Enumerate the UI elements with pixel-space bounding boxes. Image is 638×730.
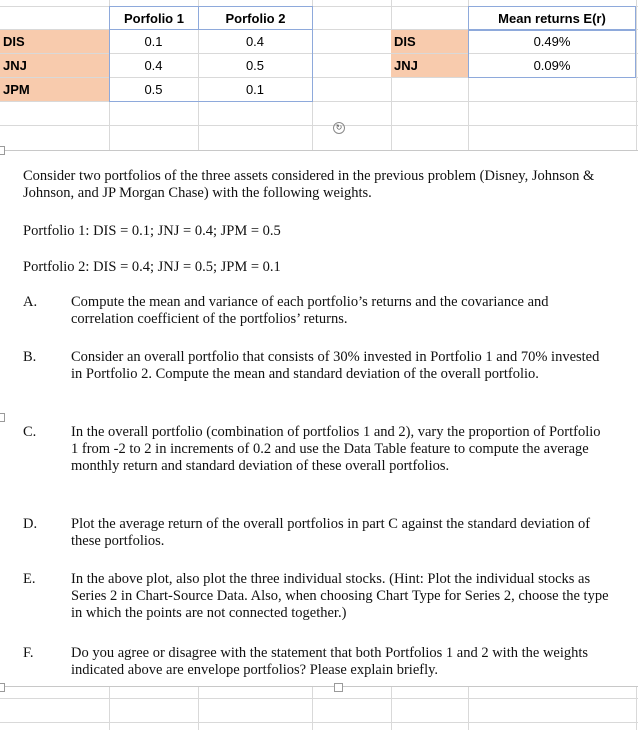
dis-portfolio-1-cell[interactable]: 0.1 (144, 34, 163, 49)
jpm-portfolio-1-cell[interactable]: 0.5 (144, 82, 163, 97)
question-text: In the above plot, also plot the three individual stocks. (Hint: Plot the individual stocks as Series 2 in Chart-Source Data. Also, when choosing Chart Type for Series 2, choose the type in which the points are not connected together.) (71, 571, 609, 621)
portfolio-2-header[interactable]: Porfolio 2 (198, 6, 313, 30)
grid-row-line (0, 101, 638, 102)
question-letter: E. (23, 571, 36, 587)
row-label-dis-mean[interactable]: DIS (391, 30, 468, 53)
question-letter: F. (23, 645, 34, 661)
question-text: Plot the average return of the overall portfolios in part C against the standard deviation of these portfolios. (71, 516, 591, 549)
portfolio-2-weights: Portfolio 2: DIS = 0.4; JNJ = 0.5; JPM = 0.1 (23, 259, 281, 275)
rotate-handle-icon[interactable]: ↻ (333, 122, 345, 134)
jnj-portfolio-2-cell[interactable]: 0.5 (245, 58, 265, 73)
row-label-jnj-mean[interactable]: JNJ (391, 54, 468, 77)
question-letter: D. (23, 516, 38, 532)
pasted-document-image[interactable] (0, 150, 638, 687)
resize-handle-middle-left[interactable] (0, 413, 5, 422)
question-text: Compute the mean and variance of each portfolio’s returns and the covariance and correlation coefficient of the portfolios’ returns. (71, 294, 549, 327)
row-label-jnj[interactable]: JNJ (0, 54, 109, 77)
question-text: Consider an overall portfolio that consists of 30% invested in Portfolio 1 and 70% invested in Portfolio 2. Compute the mean and standard deviation of the overall portfolio. (71, 349, 600, 382)
portfolio-1-header[interactable]: Porfolio 1 (109, 6, 199, 30)
intro-paragraph: Consider two portfolios of the three assets considered in the previous problem (Disney, Johnson & Johnson, and JP Morgan Chase) with the following weights. (23, 168, 595, 201)
grid-row-line (0, 698, 638, 699)
jpm-portfolio-2-cell[interactable]: 0.1 (245, 82, 265, 97)
dis-portfolio-2-cell[interactable]: 0.4 (245, 34, 265, 49)
grid-row-line (0, 722, 638, 723)
question-text: Do you agree or disagree with the statement that both Portfolios 1 and 2 with the weights indicated above are envelope portfolios? Please explain briefly. (71, 645, 589, 678)
resize-handle-bottom-middle[interactable] (334, 683, 343, 692)
jnj-portfolio-1-cell[interactable]: 0.4 (144, 58, 163, 73)
portfolio-1-weights: Portfolio 1: DIS = 0.1; JNJ = 0.4; JPM = 0.5 (23, 223, 281, 239)
dis-mean-return-cell[interactable]: 0.49% (533, 34, 571, 49)
jnj-mean-return-cell[interactable]: 0.09% (533, 58, 571, 73)
resize-handle-bottom-left[interactable] (0, 683, 5, 692)
mean-returns-header[interactable]: Mean returns E(r) (468, 6, 636, 30)
question-letter: A. (23, 294, 38, 310)
row-label-jpm[interactable]: JPM (0, 78, 109, 101)
resize-handle-top-left[interactable] (0, 146, 5, 155)
question-letter: B. (23, 349, 37, 365)
grid-row-line (0, 125, 638, 126)
question-text: In the overall portfolio (combination of portfolios 1 and 2), vary the proportion of Portfolio 1 from -2 to 2 in increments of 0.2 and use the Data Table feature to compute the average monthly return and standard deviation of these overall portfolios. (71, 424, 601, 474)
question-letter: C. (23, 424, 37, 440)
row-label-dis[interactable]: DIS (0, 30, 109, 53)
